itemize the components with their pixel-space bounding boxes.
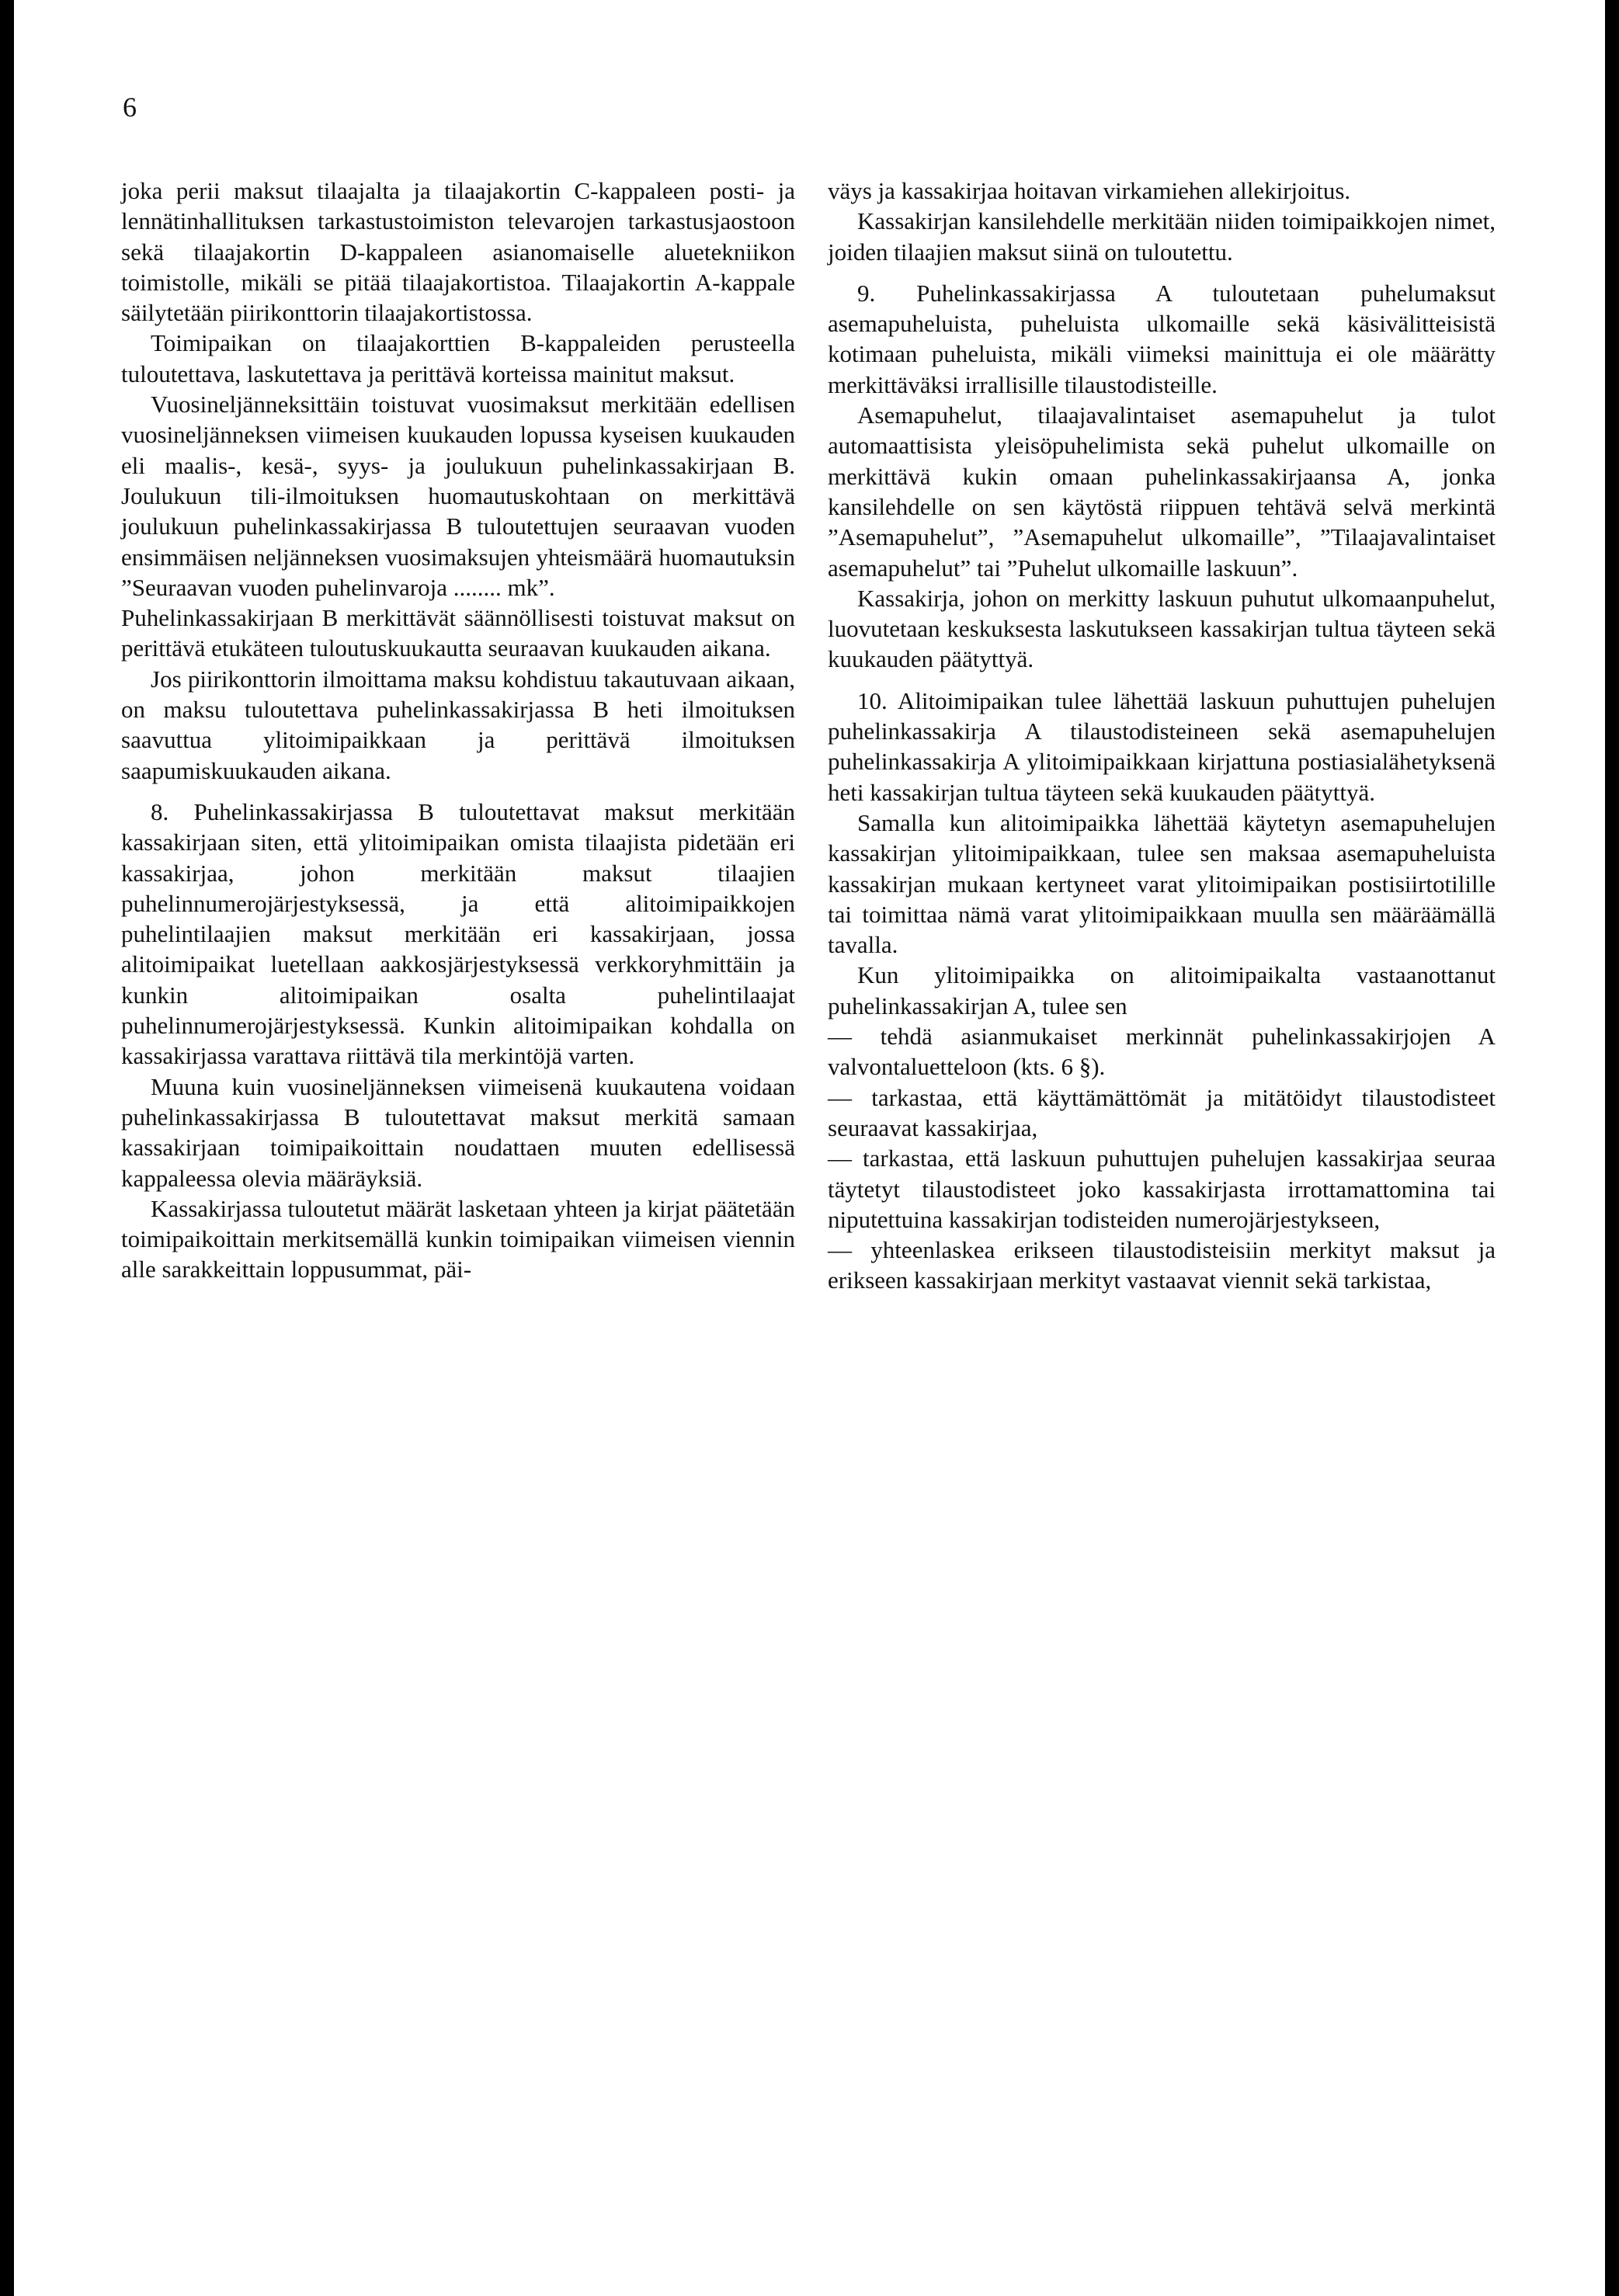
right-paragraph: väys ja kassakirjaa hoitavan virkamiehen allekirjoitus. — [828, 177, 1351, 204]
left-paragraph: Kassakirjassa tuloutetut määrät lasketaan yhteen ja kirjat päätetään toimipaikoittain merkitsemällä kunkin toimipaikan viimeisen viennin alle sarakkeittain loppusummat, päi- — [121, 1194, 795, 1283]
right-paragraph: Samalla kun alitoimipaikka lähettää käytetyn asemapuhelujen kassakirjan ylitoimipaikkaan, tulee sen maksaa asemapuheluista kassakirjan mukaan kertyneet varat ylitoimipaikan postisiirtotilille tai toimittaa nämä varat ylitoimipaikkaan muulla sen määräämällä tavalla. — [828, 808, 1496, 959]
right-paragraph: — tehdä asianmukaiset merkinnät puhelinkassakirjojen A valvontaluetteloon (kts. 6 §). — [828, 1023, 1496, 1081]
left-column — [121, 175, 795, 1285]
left-paragraph: 8. Puhelinkassakirjassa B tuloutettavat maksut merkitään kassakirjaan siten, että ylitoimipaikan omista tilaajista pidetään eri kassakirjaa, johon merkitään maksut tilaajien puhelinnumerojärjestyksessä, ja että alitoimipaikkojen puhelintilaajien maksut merkitään eri kassakirjaan, jossa alitoimipaikat luetellaan aakkosjärjestyksessä verkkoryhmittäin ja kunkin alitoimipaikan osalta puhelintilaajat puhelinnumerojärjestyksessä. Kunkin alitoimipaikan kohdalla on kassakirjassa varattava riittävä tila merkintöjä varten. — [121, 797, 795, 1070]
right-paragraph: Kun ylitoimipaikka on alitoimipaikalta vastaanottanut puhelinkassakirjan A, tulee sen — [828, 961, 1496, 1019]
right-paragraph: 10. Alitoimipaikan tulee lähettää laskuun puhuttujen puhelujen puhelinkassakirja A tilaustodisteineen sekä asemapuhelujen puhelinkassakirja A ylitoimipaikkaan kirjattuna postiasialähetyksenä heti kassakirjan tultua täyteen sekä kuukauden päätyttyä. — [828, 686, 1496, 806]
left-paragraph: Toimipaikan on tilaajakorttien B-kappaleiden perusteella tuloutettava, laskutettava ja perittävä korteissa mainitut maksut. — [121, 329, 795, 387]
left-paragraph: Puhelinkassakirjaan B merkittävät säännöllisesti toistuvat maksut on perittävä etukäteen tuloutuskuukautta seuraavan kuukauden aikana. — [121, 604, 795, 662]
left-paragraph: joka perii maksut tilaajalta ja tilaajakortin C-kappaleen posti- ja lennätinhallituksen tarkastustoimiston televarojen tarkastusjaostoon sekä tilaajakortin D-kappaleen asianomaiselle aluetekniikon toimistolle, mikäli se pitää tilaajakortistoa. Tilaajakortin A-kappale säilytetään piirikonttorin tilaajakortistossa. — [121, 177, 795, 327]
document-page — [14, 0, 1605, 2296]
left-paragraph: Vuosineljänneksittäin toistuvat vuosimaksut merkitään edellisen vuosineljänneksen viimeisen kuukauden lopussa kyseisen kuukauden eli maalis-, kesä-, syys- ja joulukuun puhelinkassakirjaan B. Joulukuun tili-ilmoituksen huomautuskohtaan on merkittävä joulukuun puhelinkassakirjassa B tuloutettujen seuraavan vuoden ensimmäisen neljänneksen vuosimaksujen yhteismäärä huomautuksin ”Seuraavan vuoden puhelinvaroja ........ mk”. — [121, 391, 795, 601]
right-paragraph: — tarkastaa, että käyttämättömät ja mitätöidyt tilaustodisteet seuraavat kassakirjaa, — [828, 1083, 1496, 1141]
right-paragraph: — yhteenlaskea erikseen tilaustodisteisiin merkityt maksut ja erikseen kassakirjaan merkityt vastaavat viennit sekä tarkistaa, — [828, 1236, 1496, 1294]
right-column — [828, 175, 1496, 1296]
right-paragraph: Asemapuhelut, tilaajavalintaiset asemapuhelut ja tulot automaattisista yleisöpuhelimista sekä puhelut ulkomaille on merkittävä kukin omaan puhelinkassakirjaansa A, jonka kansilehdelle on sen käytöstä riippuen tehtävä selvä merkintä ”Asemapuhelut”, ”Asemapuhelut ulkomaille”, ”Tilaajavalintaiset asemapuhelut” tai ”Puhelut ulkomaille laskuun”. — [828, 401, 1496, 582]
left-paragraph: Jos piirikonttorin ilmoittama maksu kohdistuu takautuvaan aikaan, on maksu tuloutettava puhelinkassakirjassa B heti ilmoituksen saavuttua ylitoimipaikkaan ja perittävä ilmoituksen saapumiskuukauden aikana. — [121, 665, 795, 784]
right-paragraph: Kassakirja, johon on merkitty laskuun puhutut ulkomaanpuhelut, luovutetaan keskuksesta laskutukseen kassakirjan tultua täyteen sekä kuukauden päätyttyä. — [828, 584, 1496, 673]
right-paragraph: 9. Puhelinkassakirjassa A tuloutetaan puhelumaksut asemapuheluista, puheluista ulkomaille sekä käsivälitteisistä kotimaan puheluista, mikäli viimeksi mainittuja ei ole määrätty merkittäväksi irrallisille tilaustodisteille. — [828, 279, 1496, 398]
page-number: 6 — [123, 92, 137, 123]
right-paragraph: Kassakirjan kansilehdelle merkitään niiden toimipaikkojen nimet, joiden tilaajien maksut siinä on tuloutettu. — [828, 207, 1496, 266]
left-paragraph: Muuna kuin vuosineljänneksen viimeisenä kuukautena voidaan puhelinkassakirjassa B tuloutettavat maksut merkitä samaan kassakirjaan toimipaikoittain noudattaen muuten edellisessä kappaleessa olevia määräyksiä. — [121, 1072, 795, 1192]
right-paragraph: — tarkastaa, että laskuun puhuttujen puhelujen kassakirjaa seuraa täytetyt tilaustodisteet joko kassakirjasta irrottamattomina tai niputettuina kassakirjan todisteiden numerojärjestykseen, — [828, 1145, 1496, 1233]
